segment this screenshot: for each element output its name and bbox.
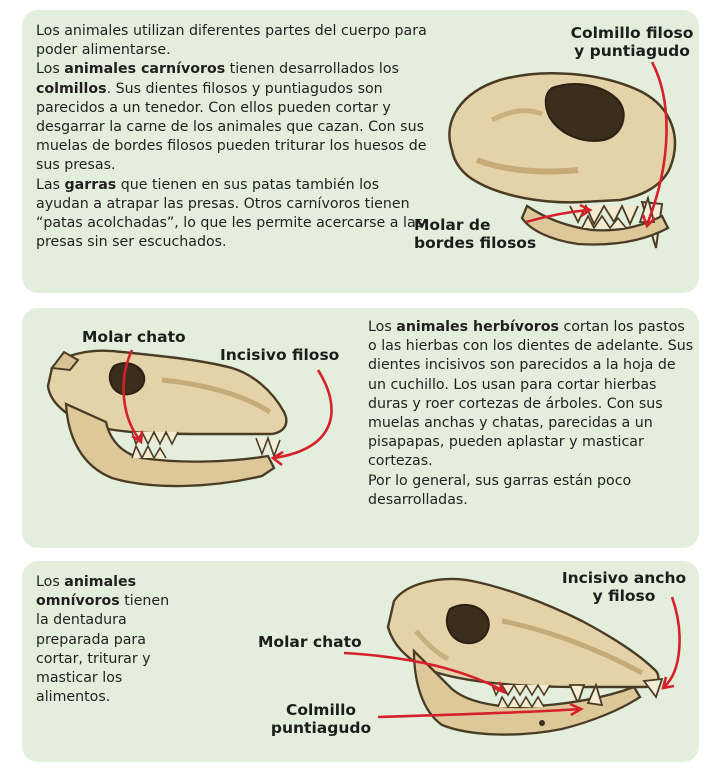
carnivore-panel — [22, 10, 699, 293]
omnivore-paragraph: Los animales omnívoros tienen la dentadura preparada para cortar, triturar y masticar los alimentos. — [36, 574, 170, 706]
herbivore-claws-paragraph: Por lo general, sus garras están poco desarrolladas. — [368, 472, 632, 508]
wide-incisor-label: Incisivo ancho y filoso — [561, 569, 687, 605]
carnivore-intro-line: Los animales utilizan diferentes partes del cuerpo para poder alimentarse. — [36, 23, 427, 59]
herbivore-paragraph: Los animales herbívoros cortan los pastos o las hierbas con los dientes de adelante. Sus dientes incisivos son parecidos a la hoja de un cuchillo. Los usan para cortar hierbas duras y roer cortezas de árboles. Con sus muelas anchas y chatas, parecidas a un pisapapas, pueden aplastar y masticar cortezas. — [368, 319, 694, 470]
omnivore-canine-label: Colmillo puntiagudo — [270, 701, 372, 737]
omnivore-panel — [22, 561, 699, 762]
omnivore-term: animales omnívoros — [36, 574, 137, 610]
claws-term: garras — [64, 176, 117, 193]
herbivore-term: animales herbívoros — [396, 319, 559, 335]
herbivore-panel — [22, 308, 699, 548]
herbivore-text — [368, 318, 696, 510]
carnivore-paragraph: Los animales carnívoros tienen desarrollados los colmillos. Sus dientes filosos y puntiagudos son parecidos a un tenedor. Con ellos pueden cortar y desgarrar la carne de los animales que cazan. Con sus muelas de bordes filosos pueden triturar los huesos de sus presas. — [36, 61, 427, 174]
canine-term: colmillos — [36, 80, 107, 97]
claws-paragraph: Las garras que tienen en sus patas también los ayudan a atrapar las presas. Otros carnívoros tienen “patas acolchadas”, lo que les permite acercarse a las presas sin ser escuchados. — [36, 176, 424, 251]
omnivore-molar-label: Molar chato — [258, 633, 362, 651]
molar-label: Molar de bordes filosos — [414, 216, 537, 252]
canine-label: Colmillo filoso y puntiagudo — [570, 24, 694, 60]
carnivore-term: animales carnívoros — [64, 61, 226, 78]
flat-molar-label: Molar chato — [82, 328, 186, 346]
sharp-incisor-label: Incisivo filoso — [220, 346, 340, 364]
